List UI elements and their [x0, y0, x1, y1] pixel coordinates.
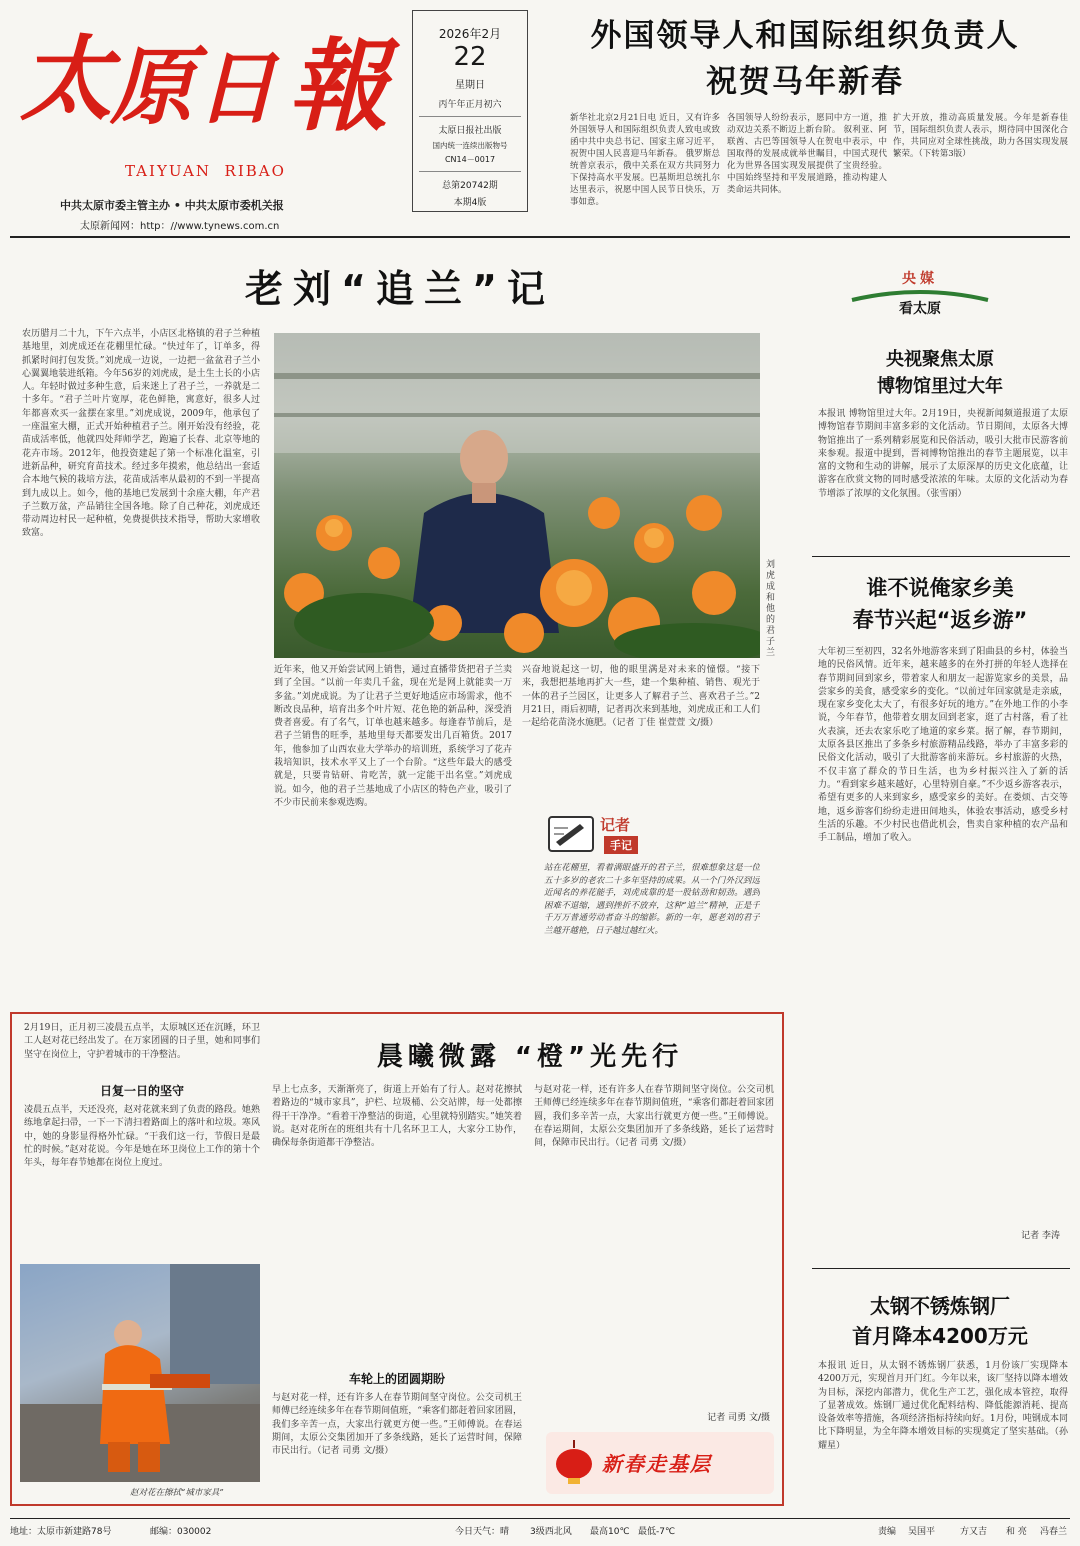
footer-rule: [10, 1518, 1070, 1519]
date-year-month: 2026年2月: [438, 27, 502, 41]
steel-title-2: 首月降本4200万元: [852, 1324, 1028, 1348]
masthead-char-2: 原: [110, 37, 195, 136]
reporter-note-badge: [548, 812, 660, 858]
reporter-label: 记者: [600, 816, 631, 834]
top-story-col-1: 新华社北京2月21日电 近日，又有许多外国领导人和国际组织负责人致电或致函中共中央总书记、国家主席习近平，祝贺中国人民喜迎马年新春。 俄罗斯总统普京表示，俄中关系在双方共同努力下保持高水平发展。巴基斯坦总统扎尔达里表示，祝愿中国人民节日快乐，万事如意。: [570, 113, 720, 207]
cctv-title-1: 央视聚焦太原: [886, 349, 994, 370]
reporter-label-2: 手记: [604, 836, 638, 854]
hometown-title-2: 春节兴起“返乡游”: [852, 608, 1028, 632]
new-year-badge-text: 新春走基层: [602, 1452, 712, 1476]
lead-story-title: 老刘“追兰”记: [245, 267, 555, 311]
new-year-badge: [546, 1432, 774, 1494]
orange-col-1: 凌晨五点半，天还没亮，赵对花就来到了负责的路段。她熟练地拿起扫帚，一下一下清扫着路面上的落叶和垃圾。寒风中，她的身影显得格外忙碌。“干我们这一行，节假日是最忙的时候。”赵对花说。今年是她在环卫岗位上工作的第十个年头，每年春节她都在岗位上度过。: [24, 1105, 260, 1169]
masthead-website: 太原新闻网：http：//www.tynews.com.cn: [80, 221, 280, 232]
lead-story-col-2: 近年来，他又开始尝试网上销售，通过直播带货把君子兰卖到了全国。“以前一年卖几千盆，现在光是网上就能卖一万多盆。”刘虎成说。为了让君子兰更好地适应市场需求，他不断改良品种，培育出多个叶片短、花色艳的新品种，深受消费者喜爱。有了名气，订单也越来越多。每逢春节前后，是君子兰销售的旺季，基地里每天都要发出几百箱货。2017年，他参加了山西农业大学举办的培训班，系统学习了花卉栽培知识，技术水平又上了一个台阶。“这些年最大的感受就是，只要肯钻研、肯吃苦，就一定能干出名堂。”刘虎成说。如今，他的君子兰基地成了小店区的特色产业，吸引了不少市民前来参观选购。: [274, 665, 512, 808]
orange-subhead-2: 车轮上的团圆期盼: [348, 1372, 445, 1386]
header-rule: [10, 236, 1070, 238]
cctv-label-top: 央媒: [902, 271, 938, 287]
footer-weather: 今日天气：晴: [455, 1527, 510, 1537]
right-rule-2: [812, 1268, 1070, 1269]
date-publisher: 太原日报社出版: [438, 126, 502, 136]
footer-editor-name-3: 和 亮: [1006, 1527, 1027, 1537]
footer-editor-name-4: 冯春兰: [1040, 1527, 1068, 1537]
date-cn: CN14－0017: [444, 155, 496, 164]
right-rule-1: [812, 556, 1070, 557]
date-lunar: 丙午年正月初六: [438, 100, 502, 110]
top-story-title-2: 祝贺马年新春: [706, 64, 904, 100]
orange-photo-caption: 赵对花在擦拭“城市家具”: [130, 1488, 224, 1498]
footer-editor-label: 责编: [878, 1527, 897, 1537]
date-box: [412, 10, 528, 212]
masthead-char-4: 報: [288, 27, 388, 145]
date-total: 总第20742期: [442, 181, 498, 191]
hometown-sig: 记者 李涛: [1021, 1231, 1060, 1241]
orange-photo: [20, 1264, 260, 1482]
top-story-col-2: 各国领导人纷纷表示，愿同中方一道，推动双边关系不断迈上新台阶。 叙利亚、阿联酋、古巴等国领导人在贺电中表示，中国取得的发展成就举世瞩目，中国式现代化为世界各国实现发展提供了宝贵经验。中国始终坚持和平发展道路，推动构建人类命运共同体。: [727, 113, 887, 195]
date-pages: 本期4版: [453, 198, 487, 208]
photo-illustration: [20, 1264, 260, 1482]
footer-editor-name-1: 吴国平: [908, 1527, 936, 1537]
lead-story-col-3: 兴奋地说起这一切，他的眼里满是对未来的憧憬。“接下来，我想把基地再扩大一些，建一个集种植、销售、观光于一体的君子兰园区，让更多人了解君子兰、喜欢君子兰。”2月21日，雨后初晴，记者再次来到基地，刘虎成正和工人们一起给花苗浇水施肥。（记者 丁佳 崔萱萱 文/摄）: [522, 665, 760, 729]
masthead-char-1: 太: [20, 25, 113, 133]
footer-wind: 3级西北风: [530, 1527, 572, 1537]
footer-high: 最高10℃: [590, 1527, 630, 1537]
orange-subhead-1: 日复一日的坚守: [99, 1084, 184, 1098]
top-story-title-1: 外国领导人和国际组织负责人: [590, 18, 1020, 54]
date-day: 22: [453, 42, 487, 72]
orange-col-4: 与赵对花一样，还有许多人在春节期间坚守岗位。公交司机王师傅已经连续多年在春节期间值班，“乘客们都赶着回家团圆，我们多辛苦一点，大家出行就更方便一些。”王师傅说。在春运期间，太原公交集团加开了多条线路，延长了运营时间，保障市民出行。（记者 司勇 文/摄）: [534, 1085, 774, 1149]
cctv-badge: [850, 268, 990, 318]
footer: [10, 1524, 1070, 1540]
orange-sig: 记者 司勇 文/摄: [707, 1413, 770, 1423]
masthead-pinyin: TAIYUAN RIBAO: [125, 162, 286, 180]
lantern-icon: [552, 1440, 596, 1488]
masthead-sponsor: 中共太原市委主管主办 • 中共太原市委机关报: [60, 199, 284, 212]
footer-low: 最低-7℃: [638, 1527, 676, 1537]
lead-photo-caption: 刘虎成和他的君子兰: [766, 560, 776, 658]
cctv-title-2: 博物馆里过大年: [877, 376, 1003, 397]
date-issn-label: 国内统一连续出版物号: [432, 141, 508, 150]
hometown-body: 大年初三至初四，32名外地游客来到了阳曲县的乡村，体验当地的民俗风情。近年来，越来越多的在外打拼的年轻人选择在春节期间回到家乡，带着家人和朋友一起游览家乡的美景，品尝家乡的美食，感受家乡的变化。“以前过年回家就是走亲戚，现在家乡变化太大了，有很多好玩的地方。”在外地工作的小李说，今年春节，他带着女朋友回到老家，逛了古村落，看了社火表演，还去农家乐吃了地道的家乡菜。据了解，春节期间，太原各县区推出了多条乡村旅游精品线路，举办了丰富多彩的民俗文化活动，吸引了大批游客前来游玩。乡村旅游的火热，不仅丰富了群众的节日生活，也为乡村振兴注入了新的活力。“看到家乡越来越好，心里特别自豪。”不少返乡游客表示，希望有更多的人来到家乡，感受家乡的美好。在娄烦、古交等地，返乡游客们纷纷走进田间地头，体验农事活动，感受乡村生活的乐趣。不少村民也借此机会，售卖自家种植的农产品和手工制品，增加了收入。: [818, 647, 1068, 844]
orange-intro: 2月19日，正月初三凌晨五点半，太原城区还在沉睡，环卫工人赵对花已经出发了。在万家团圆的日子里，她和同事们坚守在岗位上，守护着城市的干净整洁。: [24, 1023, 260, 1060]
steel-title-1: 太钢不锈炼钢厂: [870, 1294, 1010, 1318]
top-story-col-3: 扩大开放，推动高质量发展。今年是新春佳节，国际组织负责人表示，期待同中国深化合作，共同应对全球性挑战，助力各国实现发展繁荣。（下转第3版）: [893, 113, 1068, 159]
masthead-char-3: 日: [196, 41, 276, 135]
footer-address: 地址：太原市新建路78号: [10, 1527, 112, 1537]
orange-story-title: 晨曦微露 “橙”光先行: [376, 1042, 684, 1072]
hometown-title-1: 谁不说俺家乡美: [866, 576, 1014, 600]
photo-illustration: [274, 333, 760, 658]
footer-postcode: 邮编：030002: [150, 1527, 212, 1537]
lead-story-photo: [274, 333, 760, 658]
orange-col-2: 早上七点多，天渐渐亮了，街道上开始有了行人。赵对花擦拭着路边的“城市家具”，护栏、垃圾桶、公交站牌，每一处都擦得干干净净。“看着干净整洁的街道，心里就特别踏实。”她笑着说。赵对花所在的班组共有十几名环卫工人，大家分工协作，确保每条街道都干净整洁。: [272, 1085, 522, 1149]
reporter-note-text: 站在花棚里，看着满眼盛开的君子兰，很难想象这是一位五十多岁的老农二十多年坚持的成果。从一个门外汉到远近闻名的养花能手，刘虎成靠的是一股钻劲和韧劲。遇到困难不退缩，遇到挫折不放弃，这种“追兰”精神，正是千千万万普通劳动者奋斗的缩影。新的一年，愿老刘的君子兰越开越艳，日子越过越红火。: [544, 863, 760, 936]
lead-story-col-1: 农历腊月二十九，下午六点半，小店区北格镇的君子兰种植基地里，刘虎成还在花棚里忙碌。“快过年了，订单多，得抓紧时间打包发货。”刘虎成一边说，一边把一盆盆君子兰小心翼翼地装进纸箱。今年56岁的刘虎成，是土生土长的小店人。年轻时做过多种生意，后来迷上了君子兰，一养就是二十多年。“君子兰叶片宽厚，花色鲜艳，寓意好，很多人过年都喜欢买一盆摆在家里。”刘虎成说，2009年，他承包了一座温室大棚，正式开始种植君子兰。刚开始没有经验，花苗成活率低，他就四处拜师学艺，跑遍了长春、北京等地的花卉市场。2012年，他投资建起了第一个标准化温室，引进新品种，研究育苗技术。经过多年摸索，他总结出一套适合本地气候的栽培方法，花苗成活率从最初的不到一半提高到九成以上。如今，他的基地已发展到十余座大棚，年产君子兰数万盆，产品销往全国各地。除了自己种花，刘虎成还带动周边村民一起种植，免费提供技术指导，帮助大家增收致富。: [22, 329, 260, 539]
pen-icon: [548, 816, 594, 852]
cctv-label-bottom: 看太原: [899, 301, 941, 317]
orange-col-3: 与赵对花一样，还有许多人在春节期间坚守岗位。公交司机王师傅已经连续多年在春节期间值班，“乘客们都赶着回家团圆，我们多辛苦一点，大家出行就更方便一些。”王师傅说。在春运期间，太原公交集团加开了多条线路，延长了运营时间，保障市民出行。（记者 司勇 文/摄）: [272, 1393, 522, 1457]
steel-body: 本报讯 近日，从太钢不锈炼钢厂获悉，1月份该厂实现降本4200万元，实现首月开门红。今年以来，该厂坚持以降本增效为目标，深挖内部潜力，优化生产工艺，强化成本管控，取得了显著成效。炼钢厂通过优化配料结构、降低能源消耗、提高设备效率等措施，各项经济指标持续向好。1月份，吨钢成本同比下降明显，为全年降本增效目标的实现奠定了坚实基础。（孙耀星）: [818, 1361, 1068, 1451]
cctv-body: 本报讯 博物馆里过大年。2月19日，央视新闻频道报道了太原博物馆春节期间丰富多彩的文化活动。节日期间，太原各大博物馆推出了一系列精彩展览和民俗活动，吸引大批市民游客前来参观。报道中提到，晋祠博物馆推出的春节主题展览，以丰富的文物和生动的讲解，展示了太原深厚的历史文化底蕴，让游客在欣赏文物的同时感受浓浓的年味。太原的文化活动为春节增添了浓厚的文化氛围。（张雪丽）: [818, 409, 1068, 499]
footer-editor-name-2: 方又吉: [960, 1527, 988, 1537]
date-weekday: 星期日: [455, 80, 485, 91]
